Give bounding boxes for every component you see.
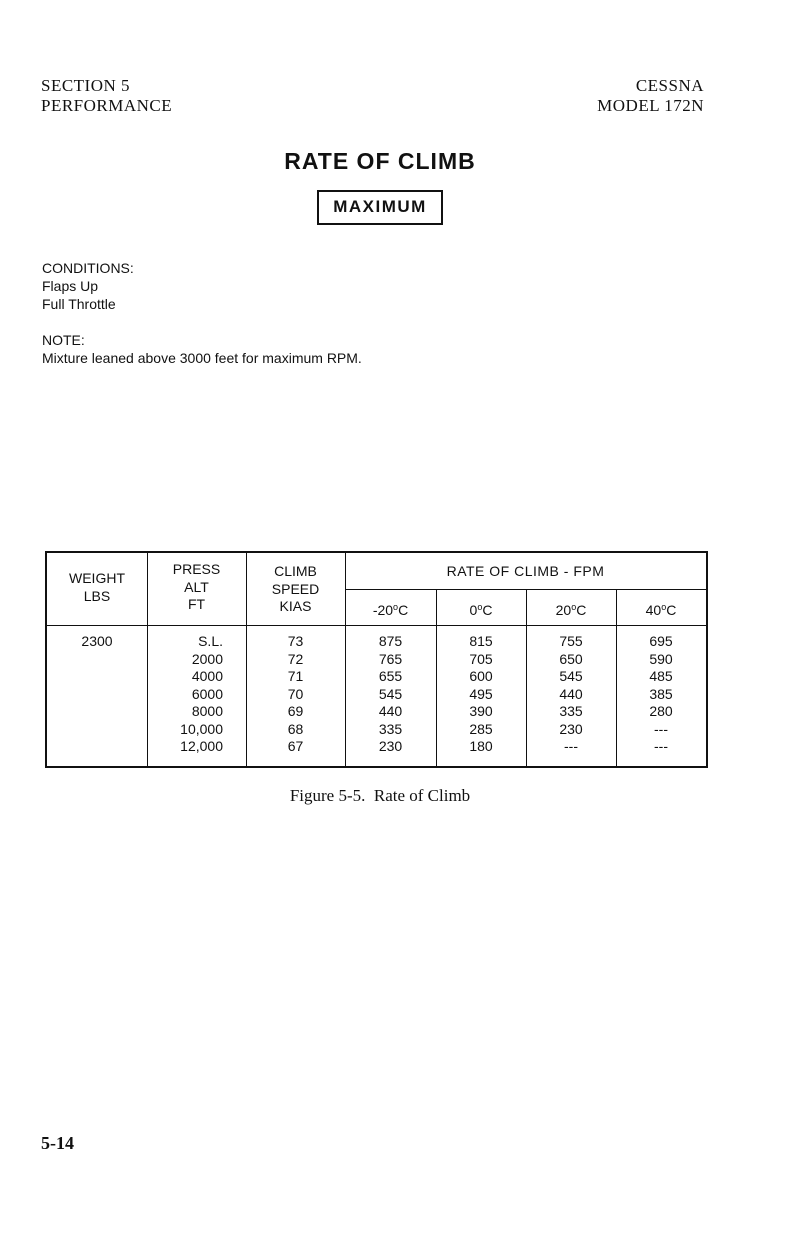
figure-caption: Figure 5-5. Rate of Climb [289,786,471,805]
table-cell: 545 [559,668,583,684]
table-cell: 815 [469,633,493,649]
table-cell: 765 [378,650,403,667]
weight-header: WEIGHT LBS [69,570,125,604]
note-text: Mixture leaned above 3000 feet for maximum RPM. [42,350,362,366]
table-cell: 280 [649,703,673,719]
temp-header-40: 40$^o$C [645,602,677,618]
table-cell: 650 [559,650,583,667]
rate-column-20 [526,633,616,756]
condition-item: Flaps Up [42,278,99,294]
condition-item: Full Throttle [42,296,116,312]
table-cell: 72 [287,650,304,667]
press-alt-column [147,633,223,756]
badge-wrapper [0,190,760,225]
table-cell: 485 [649,668,673,684]
table-cell: 2000 [191,650,223,667]
temp-header-0: 0$^o$C [469,602,493,618]
table-cell: 440 [559,685,583,702]
table-cell: 69 [287,703,304,719]
table-cell: 10,000 [180,720,223,737]
model-name: MODEL 172N [597,96,704,115]
table-cell: 68 [287,720,304,737]
note-heading: NOTE: [42,332,85,348]
table-cell: 705 [469,650,493,667]
page-title: RATE OF CLIMB [284,148,476,174]
table-cell: --- [654,720,668,737]
header-bottom-rule [47,625,706,626]
note-block [42,331,362,367]
table-cell: 390 [469,703,493,719]
weight-column [47,633,147,651]
rate-of-climb-group-header: RATE OF CLIMB - FPM [446,563,605,579]
table-cell: 495 [469,685,493,702]
table-cell: S.L. [198,633,223,649]
table-cell: 875 [378,633,403,649]
page-number: 5-14 [41,1133,74,1153]
table-cell: 4000 [191,668,223,684]
table-cell: 695 [649,633,673,649]
table-cell: 73 [287,633,304,649]
climb-speed-header: CLIMB SPEED KIAS [271,563,320,614]
model-header [597,76,704,116]
table-cell: --- [654,738,668,754]
table-cell: 180 [469,738,493,754]
table-cell: 8000 [191,703,223,719]
conditions-heading: CONDITIONS: [42,260,134,276]
table-cell: 71 [287,668,304,684]
table-cell: 230 [378,738,403,754]
table-cell: 230 [559,720,583,737]
table-cell: 67 [287,738,304,754]
section-name: PERFORMANCE [41,96,173,115]
table-cell: 590 [649,650,673,667]
temp-header-20: 20$^o$C [555,602,587,618]
table-cell: 12,000 [180,738,223,754]
press-alt-header: PRESS ALT FT [172,561,221,612]
maximum-badge: MAXIMUM [317,190,443,225]
weight-value: 2300 [81,633,113,649]
table-cell: --- [564,738,578,754]
table-cell: 755 [559,633,583,649]
rate-column-minus20 [345,633,436,756]
table-cell: 600 [469,668,493,684]
table-cell: 655 [378,668,403,684]
table-cell: 335 [559,703,583,719]
rate-of-climb-table [45,551,708,768]
table-cell: 545 [378,685,403,702]
table-cell: 440 [378,703,403,719]
section-header [41,76,172,116]
table-cell: 6000 [191,685,223,702]
climb-speed-column [246,633,345,756]
rate-column-0 [436,633,526,756]
table-cell: 385 [649,685,673,702]
table-cell: 70 [287,685,304,702]
table-cell: 335 [378,720,403,737]
manufacturer: CESSNA [635,76,704,95]
table-cell: 285 [469,720,493,737]
header-group-divider [345,589,706,590]
section-label: SECTION 5 [41,76,131,95]
conditions-block [42,259,134,313]
temp-header-minus20: -20$^o$C [372,602,409,618]
rate-column-40 [616,633,706,756]
